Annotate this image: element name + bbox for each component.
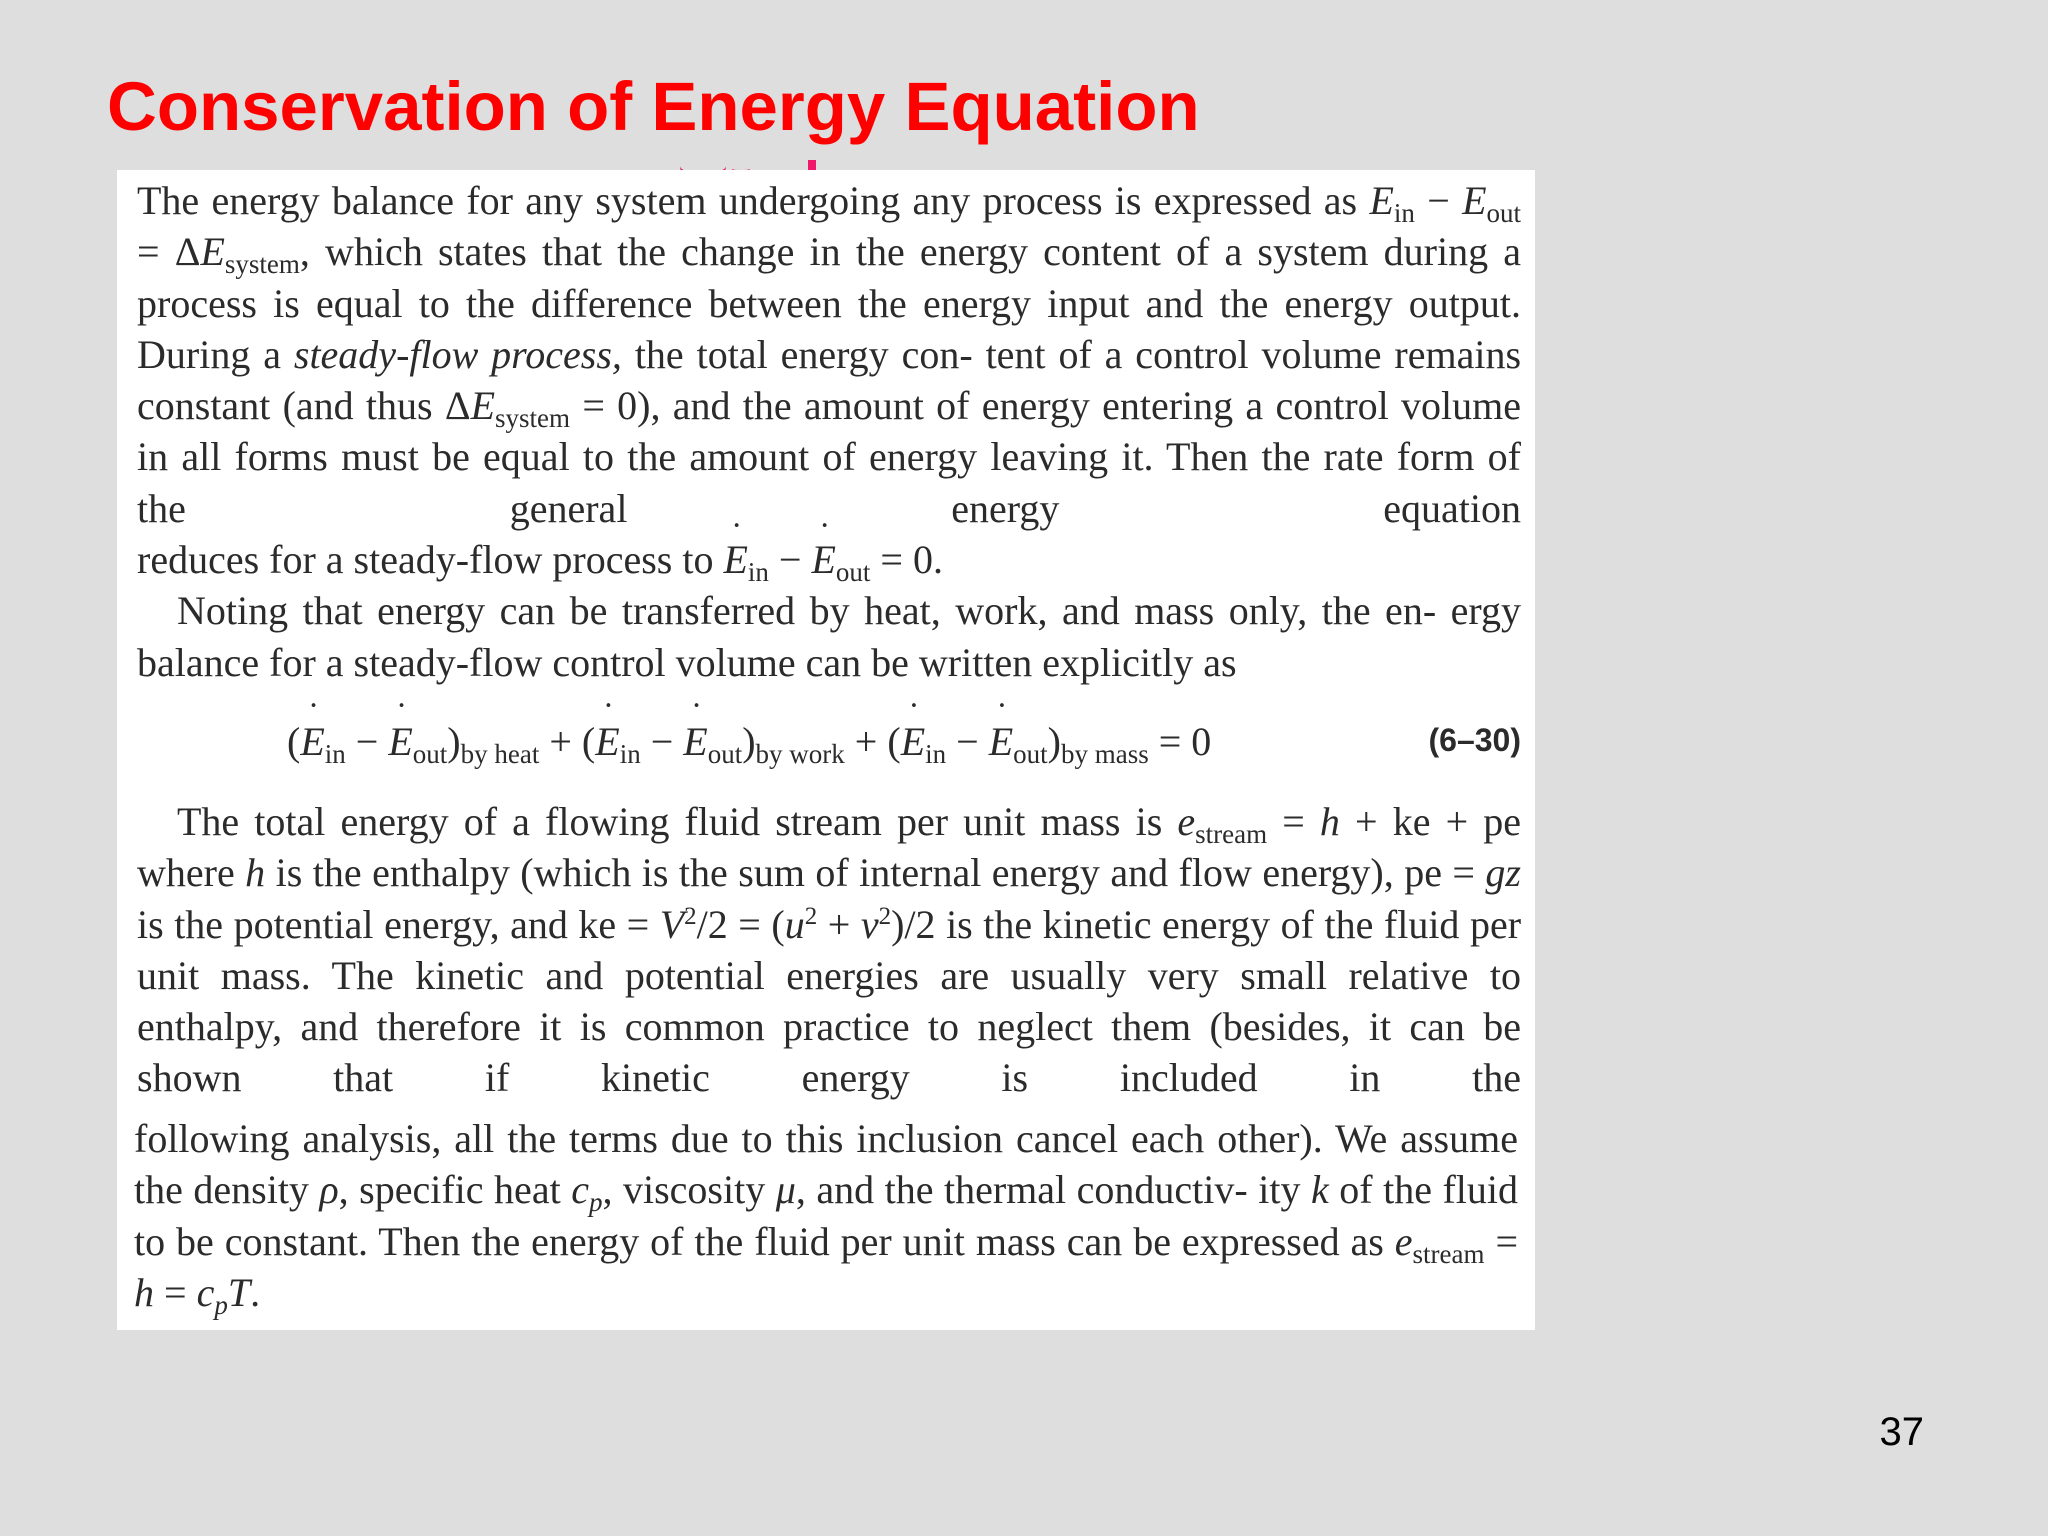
paragraph-total-energy-stream: The total energy of a flowing fluid stream per unit mass is $e_{stream} = h$ + ke + pe where h is the enthalpy (which is the sum of internal energy and flow energy), pe = gz is the potential energy, and ke = $V^2/2 = (u^2 + v^2)/2$ is the kinetic energy of the fluid per unit mass. The kinetic and potential energies are usually very small relative to enthalpy, and therefore it is common practice to neglect them (besides, it can be shown that if kinetic energy is included in the: [137, 799, 1522, 1101]
equation-expression: (E $˙_{in} - E$ $˙_{out})_{by heat} + (E$ $˙_{in} - E$ $˙_{out})_{by work} + (E$ $˙_{in} - E$ $˙_{out})_{by mass} = 0$: [287, 718, 1211, 765]
textbook-excerpt: [117, 170, 1535, 1330]
paragraph-heat-work-mass: Noting that energy can be transferred by heat, work, and mass only, the en- ergy balance for a steady-flow control volume can be written explicitly as: [137, 588, 1521, 685]
page-number: 37: [1879, 1410, 1924, 1454]
paragraph-constant-properties: following analysis, all the terms due to this inclusion cancel each other). We assume the density ρ, specific heat $c_p$, viscosity μ, and the thermal conductiv- ity k of the fluid to be constant. Then the energy of the fluid per unit mass can be expressed as $e_{stream} = h = c_pT$.: [134, 1116, 1519, 1320]
equation-number: (6–30): [1428, 722, 1521, 758]
equation-6-30: [137, 718, 1521, 778]
paragraph-energy-balance: The energy balance for any system undergoing any process is expressed as $E_{in} - E_{out} = \Delta E_{system}$, which states that the change in the energy content of a system during a process is equal to the difference between the energy input and the energy output. During a steady-flow process, the total energy con- tent of a control volume remains constant (and thus $\Delta E_{system} = 0$), and the amount of energy entering a control volume in all forms must be equal to the amount of energy leaving it. Then the rate form of the general energy equation: [137, 178, 1522, 531]
paragraph-steady-flow-reduction: reduces for a steady-flow process to E $˙_{in} - E$ $˙_{out} = 0$.: [137, 534, 1521, 585]
excerpt-lower-column: [134, 1113, 1518, 1318]
excerpt-upper-column: [137, 175, 1521, 688]
excerpt-middle-column: [137, 796, 1521, 1104]
slide-title: Conservation of Energy Equation: [107, 68, 1200, 145]
